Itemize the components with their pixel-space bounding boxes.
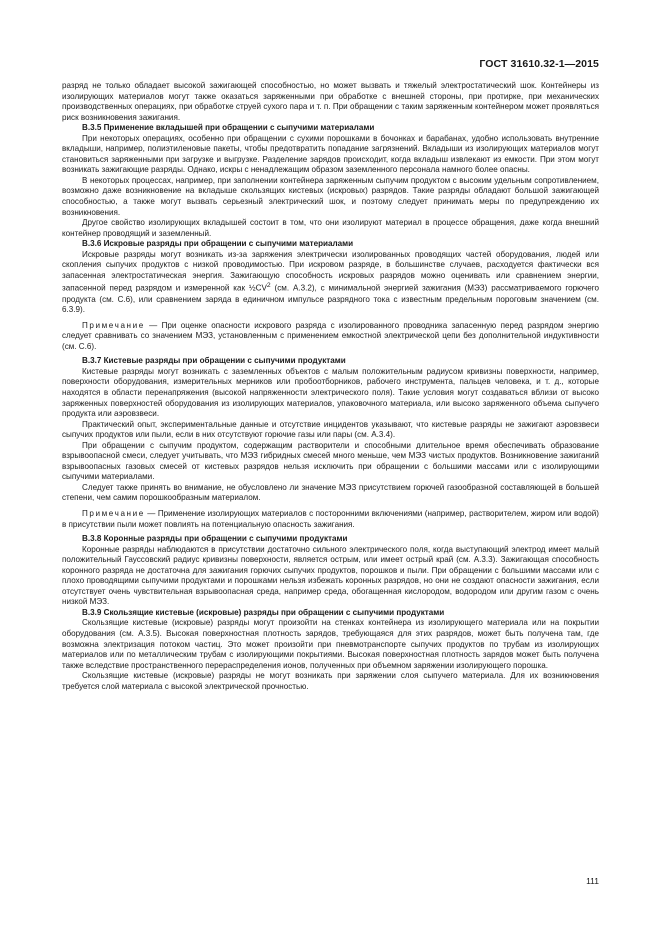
paragraph xyxy=(62,250,599,316)
paragraph-text: (см. А.3.2), с минимальной энергией зажигания (МЭЗ) рассматриваемого горючего продукта (см. С.6), или сравнением заряда в единичном импульсе разрядного тока с известным предельным пороговым значением (см. 6.3.9). xyxy=(62,284,599,315)
paragraph: При некоторых операциях, особенно при обращении с сухими порошками в бочонках и барабанах, удобно использовать внутренние вкладыши, например, полиэтиленовые пакеты, чтобы предотвратить попадание загрязнений. Вкладыши из изолирующих материалов могут становиться заряженными при загрузке и выгрузке. Разделение зарядов происходит, когда вкладыш извлекают из емкости. При этом могут возникать зажигающие разряды. Однако, искры с ненадлежащим образом заземленного персонала намного более опасны. xyxy=(62,133,599,175)
paragraph: Следует также принять во внимание, не обусловлено ли значение МЭЗ присутствием горючей газообразной составляющей в большей степени, чем самим порошкообразным материалом. xyxy=(62,482,599,503)
note xyxy=(62,509,599,530)
superscript: 2 xyxy=(266,282,271,290)
page-number: 111 xyxy=(586,876,599,886)
note xyxy=(62,321,599,353)
section-heading-b35: B.3.5 Применение вкладышей при обращении с сыпучими материалами xyxy=(82,123,375,133)
note-text: — Применение изолирующих материалов с посторонними включениями (например, растворителем, жиром или водой) в присутствии пыли может повлиять на потенциальную опасность зажигания. xyxy=(62,509,599,529)
paragraph: Скользящие кистевые (искровые) разряды не могут возникать при заряжении слоя сыпучего материала. Для их возникновения требуется слой материала с высокой электрической прочностью. xyxy=(62,671,599,691)
section-heading-b37: B.3.7 Кистевые разряды при обращении с сыпучими продуктами xyxy=(82,356,346,366)
section-heading-b38: B.3.8 Коронные разряды при обращении с сыпучими продуктами xyxy=(82,534,348,544)
note-text: — При оценке опасности искрового разряда с изолированного проводника запасенную перед разрядом энергию следует сравнивать со значением МЭЗ, установленным с применением емкостной электрической цепи без дополнительной индуктивности (см. С.6). xyxy=(62,320,599,351)
paragraph: Кистевые разряды могут возникать с заземленных объектов с малым положительным радиусом кривизны поверхности, например, поверхности оборудования, измерительных мерников или пробоотборников, рабочего инструмента, пальцев человека, и т. д., которые находятся в области перенапряжения (высокой напряженности электрического поля). Такие условия могут создаваться вблизи от высоко заряженных поверхностей оборудования из изолирующих материалов, упаковочного материала, или высоко заряженного объема сыпучего продукта или аэровзвеси. xyxy=(62,366,599,419)
paragraph: Скользящие кистевые (искровые) разряды могут произойти на стенках контейнера из изолирующего материала или на покрытии оборудования (см. А.3.5). Высокая поверхностная плотность зарядов, требующаяся для этих разрядов, может быть получена там, где возможна электризация потоком частиц. Это может произойти при пневмотранспорте сыпучих продуктов по трубам из изолирующих материалов или по металлическим трубам с изолирующими покрытиями. Высокая поверхностная плотность зарядов может быть получена также вследствие пространственного перераспределения ионов, полученных при объемном заряжении изолирующего порошка. xyxy=(62,618,599,670)
paragraph: Коронные разряды наблюдаются в присутствии достаточно сильного электрического поля, когда выступающий электрод имеет малый положительный Гауссовский радиус кривизны поверхности, является острым, или имеет острый край (см. А.3.3). Зажигающая способность коронного разряда не достаточна для зажигания горючих сыпучих продуктов, порошков и пыли. При обращении с большими массами или с плохо проводящими сыпучими продуктами и порошками нельзя избежать коронных разрядов, но они не создают опасности зажигания, если отсутствует очень чувствительная взрывоопасная среда, например среда, обогащенная кислородом, водородом или другим газом с очень низкой МЭЗ. xyxy=(62,544,599,607)
note-label: Примечание xyxy=(82,509,145,519)
section-heading-b39: B.3.9 Скользящие кистевые (искровые) разряды при обращении с сыпучими продуктами xyxy=(82,607,445,617)
paragraph: При обращении с сыпучим продуктом, содержащим растворители и способными длительное время обеспечивать образование взрывоопасной смеси, следует учитывать, что МЭЗ гибридных смесей много меньше, чем МЭЗ чистых продуктов. Возникновение зажиганий взрывоопасных газовых смесей от кистевых разрядов нельзя исключить при обращении с большими массами или с изолирующими сыпучими материалами. xyxy=(62,440,599,482)
paragraph: Практический опыт, экспериментальные данные и отсутствие инцидентов указывают, что кистевые разряды не зажигают аэровзвеси сыпучих продуктов или пыли, если в них отсутствуют горючие газы или пары (см. А.3.4). xyxy=(62,419,599,440)
document-body xyxy=(62,81,599,692)
paragraph-text: Искровые разряды могут возникать из-за заряжения электрически изолированных проводящих частей оборудования, людей или скопления сыпучих продуктов с низкой проводимостью. При искровом разряде, в большинстве случаев, расходуется фактически вся запасенная электростатическая энергия. Зажигающую способность искровых разрядов можно оценивать или сравнением энергии, запасенной перед разрядом и измеренной как ½CV xyxy=(62,249,599,294)
paragraph: разряд не только обладает высокой зажигающей способностью, но может вызвать и тяжелый электростатический шок. Контейнеры из изолирующих материалов могут также оказаться заряженными при обработке с внешней стороны, при протирке, при механических производственных операциях, при обработке струей сухого пара и т. п. При обращении с таким заряженным контейнером может проявляться риск возникновения зажигания. xyxy=(62,81,599,122)
standard-header: ГОСТ 31610.32-1—2015 xyxy=(479,58,599,70)
note-label: Примечание xyxy=(82,320,145,330)
paragraph: В некоторых процессах, например, при заполнении контейнера заряженным сыпучим продуктом с высоким удельным сопротивлением, возможно даже возникновение на вкладыше скользящих кистевых (искровых) разрядов. Такие разряды обладают большой зажигающей способностью, а также могут вызвать серьезный электрический шок, и поэтому следует принимать меры по предупреждению их возникновения. xyxy=(62,175,599,217)
paragraph: Другое свойство изолирующих вкладышей состоит в том, что они изолируют материал в процессе обращения, даже когда внешний контейнер проводящий и заземленный. xyxy=(62,218,599,238)
section-heading-b36: B.3.6 Искровые разряды при обращении с сыпучими материалами xyxy=(82,239,354,249)
